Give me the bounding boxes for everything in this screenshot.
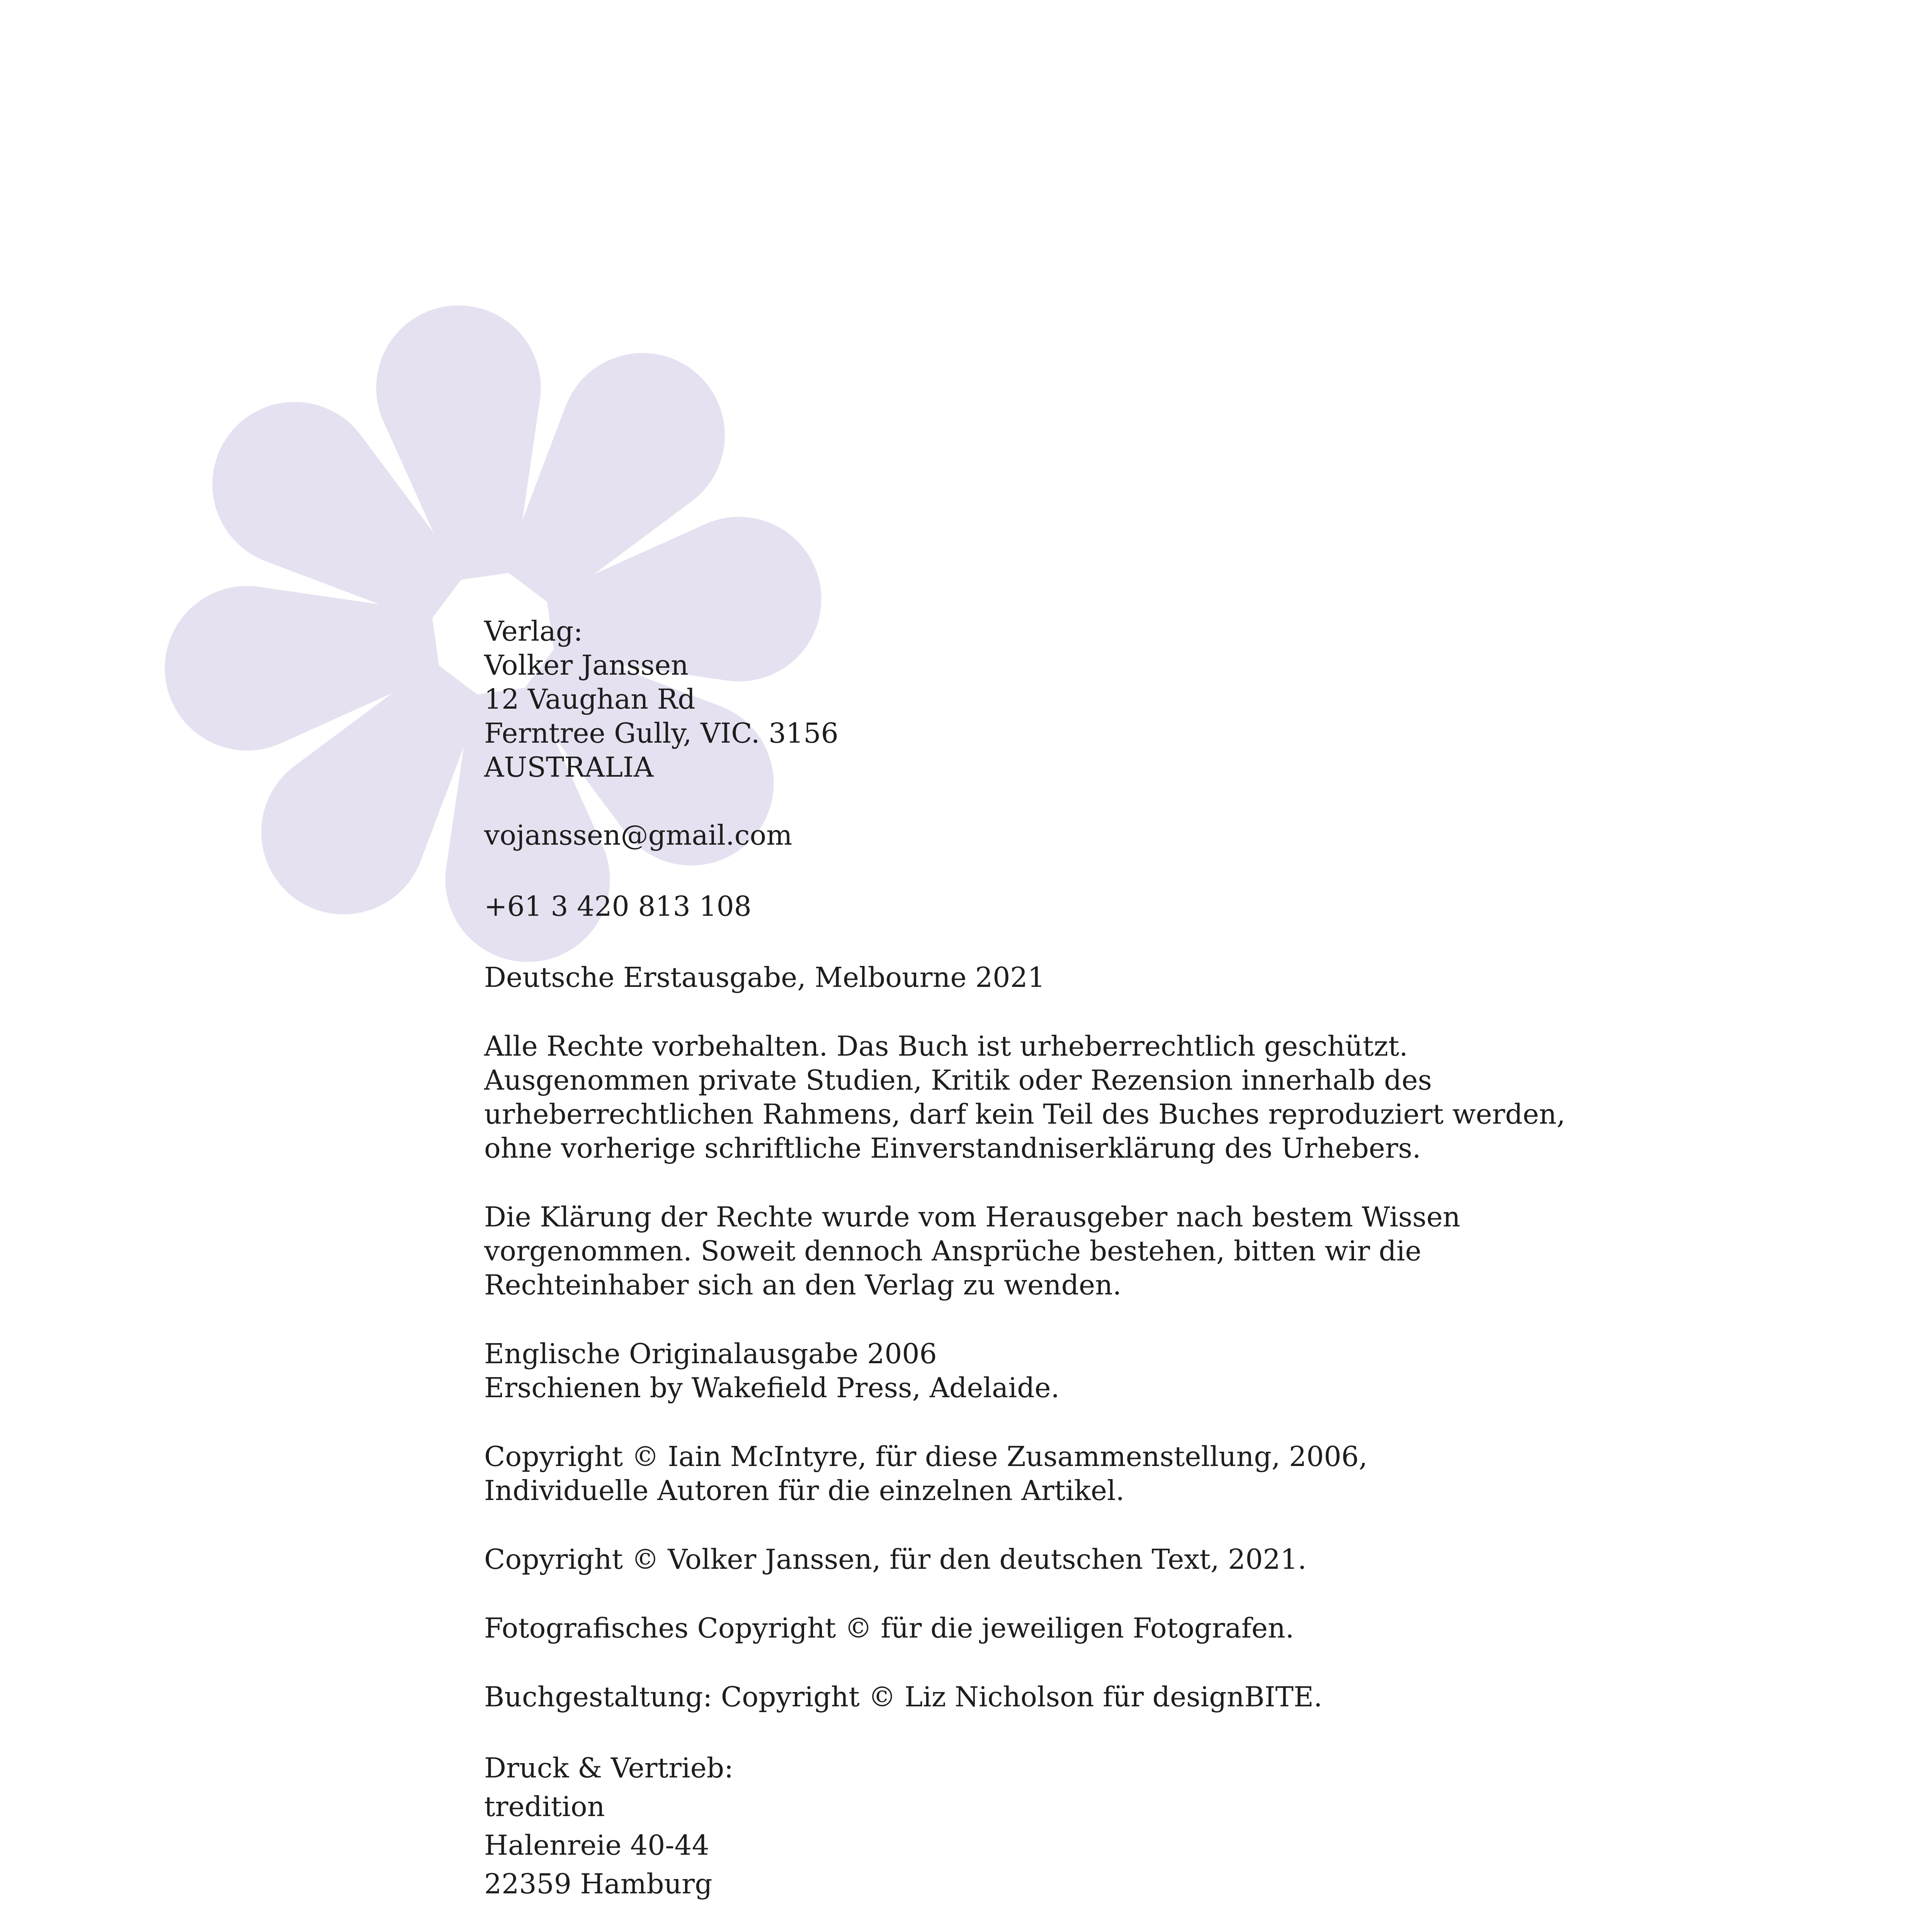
rights-paragraph	[484, 1029, 1759, 1165]
rights-line: Ausgenommen private Studien, Kritik oder Rezension innerhalb des	[484, 1064, 1432, 1096]
edition-note: Deutsche Erstausgabe, Melbourne 2021	[484, 961, 1045, 993]
distribution-heading: Druck & Vertrieb:	[484, 1752, 733, 1784]
clarification-line: Die Klärung der Rechte wurde vom Herausgeber nach bestem Wissen	[484, 1201, 1461, 1233]
copyright-compilation-line: Individuelle Autoren für die einzelnen Artikel.	[484, 1475, 1125, 1507]
publisher-heading: Verlag:	[484, 615, 583, 647]
copyright-compilation-line: Copyright © Iain McIntyre, für diese Zusammenstellung, 2006,	[484, 1440, 1368, 1473]
distribution-city: 22359 Hamburg	[484, 1868, 713, 1900]
publisher-street: 12 Vaughan Rd	[484, 683, 696, 715]
clarification-paragraph	[484, 1200, 1759, 1302]
publisher-address	[484, 614, 1759, 784]
original-edition-line: Erschienen by Wakefield Press, Adelaide.	[484, 1372, 1060, 1404]
publisher-name: Volker Janssen	[484, 649, 689, 681]
copyright-german-text: Copyright © Volker Janssen, für den deutschen Text, 2021.	[484, 1543, 1307, 1575]
copyright-compilation	[484, 1440, 1759, 1508]
rights-line: Alle Rechte vorbehalten. Das Buch ist urheberrechtlich geschützt.	[484, 1030, 1408, 1062]
original-edition	[484, 1337, 1759, 1405]
rights-line: urheberrechtlichen Rahmens, darf kein Teil des Buches reproduziert werden,	[484, 1098, 1566, 1130]
publisher-email: vojanssen@gmail.com	[484, 819, 793, 851]
distribution-address	[484, 1749, 1759, 1903]
publisher-phone: +61 3 420 813 108	[484, 890, 752, 922]
rights-line: ohne vorherige schriftliche Einverstandniserklärung des Urhebers.	[484, 1132, 1421, 1164]
publisher-city: Ferntree Gully, VIC. 3156	[484, 717, 838, 749]
clarification-line: Rechteinhaber sich an den Verlag zu wenden.	[484, 1269, 1122, 1301]
distribution-name: tredition	[484, 1791, 605, 1823]
imprint-text	[484, 614, 1759, 1932]
publisher-country: AUSTRALIA	[484, 751, 654, 783]
copyright-photos: Fotografisches Copyright © für die jeweiligen Fotografen.	[484, 1612, 1294, 1644]
copyright-design: Buchgestaltung: Copyright © Liz Nicholson für designBITE.	[484, 1681, 1323, 1713]
clarification-line: vorgenommen. Soweit dennoch Ansprüche bestehen, bitten wir die	[484, 1235, 1422, 1267]
original-edition-line: Englische Originalausgabe 2006	[484, 1338, 937, 1370]
distribution-street: Halenreie 40-44	[484, 1829, 709, 1861]
